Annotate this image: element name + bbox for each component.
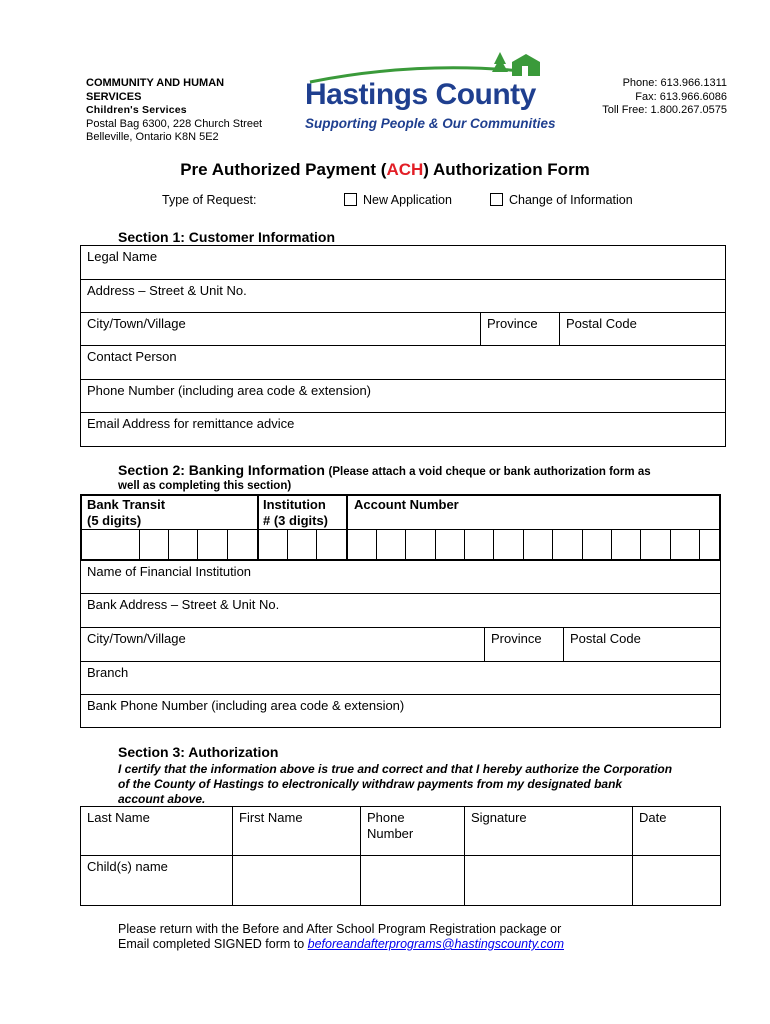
city-field[interactable]: City/Town/Village [87, 316, 186, 331]
bank-address-field[interactable]: Bank Address – Street & Unit No. [87, 597, 280, 612]
address-line1: Postal Bag 6300, 228 Church Street [86, 117, 263, 130]
department-name: Children's Services [86, 104, 187, 116]
date-field[interactable]: Date [639, 810, 667, 825]
change-information-option[interactable]: Change of Information [490, 193, 633, 207]
section2-note: (Please attach a void cheque or bank authorization form as [328, 466, 651, 478]
org-address-block [86, 77, 262, 145]
section1-title: Section 1: Customer Information [118, 229, 336, 245]
postal-code-field[interactable]: Postal Code [566, 316, 637, 331]
new-application-option[interactable]: New Application [344, 193, 452, 207]
request-type-label: Type of Request: [162, 193, 257, 207]
tollfree-text: Toll Free: 1.800.267.0575 [602, 104, 727, 116]
logo-tagline: Supporting People & Our Communities [305, 116, 556, 131]
change-information-checkbox[interactable] [490, 193, 503, 206]
address-field[interactable]: Address – Street & Unit No. [87, 283, 247, 298]
institution-header: Institution # (3 digits) [263, 497, 329, 528]
form-title: Pre Authorized Payment (ACH) Authorization Form [180, 160, 590, 179]
org-name-line1: COMMUNITY AND HUMAN [86, 77, 225, 89]
address-line2: Belleville, Ontario K8N 5E2 [86, 131, 219, 143]
account-number-header: Account Number [354, 497, 459, 512]
province-field[interactable]: Province [487, 316, 538, 331]
child-name-field[interactable]: Child(s) name [87, 859, 168, 874]
hastings-county-logo [300, 46, 556, 134]
email-field[interactable]: Email Address for remittance advice [87, 416, 295, 431]
bank-city-field[interactable]: City/Town/Village [87, 631, 186, 646]
section2-heading [118, 462, 651, 478]
phone-text: Phone: 613.966.1311 [622, 77, 727, 89]
financial-institution-field[interactable]: Name of Financial Institution [87, 564, 252, 579]
logo-title: Hastings County [305, 78, 536, 111]
certification-text: I certify that the information above is true and correct and that I hereby authorize the Corporation of the County of Hastings to electronically withdraw payments from my designated bank account above. [118, 762, 673, 806]
fax-text: Fax: 613.966.6086 [635, 90, 727, 103]
section2-title: Section 2: Banking Information [118, 462, 325, 478]
email-link[interactable]: beforeandafterprograms@hastingscounty.com [307, 937, 564, 951]
contact-block [602, 77, 727, 118]
ach-highlight: ACH [386, 160, 424, 179]
legal-name-field[interactable]: Legal Name [87, 249, 158, 264]
auth-phone-field[interactable]: Phone Number [367, 810, 414, 841]
last-name-field[interactable]: Last Name [87, 810, 150, 825]
bank-transit-header: Bank Transit (5 digits) [87, 497, 166, 528]
phone-number-field[interactable]: Phone Number (including area code & extension) [87, 383, 372, 398]
signature-field[interactable]: Signature [471, 810, 527, 825]
section2-note-cont: well as completing this section) [118, 480, 292, 492]
section3-title: Section 3: Authorization [118, 744, 279, 760]
bank-phone-field[interactable]: Bank Phone Number (including area code & extension) [87, 698, 405, 713]
branch-field[interactable]: Branch [87, 665, 129, 680]
first-name-field[interactable]: First Name [239, 810, 303, 825]
footer-instructions: Please return with the Before and After School Program Registration package or Email completed SIGNED form to beforeandafterprograms@hastingscounty.com [118, 922, 564, 951]
bank-postal-field[interactable]: Postal Code [570, 631, 641, 646]
bank-province-field[interactable]: Province [491, 631, 542, 646]
org-name-line2: SERVICES [86, 90, 142, 103]
contact-person-field[interactable]: Contact Person [87, 349, 177, 364]
new-application-checkbox[interactable] [344, 193, 357, 206]
